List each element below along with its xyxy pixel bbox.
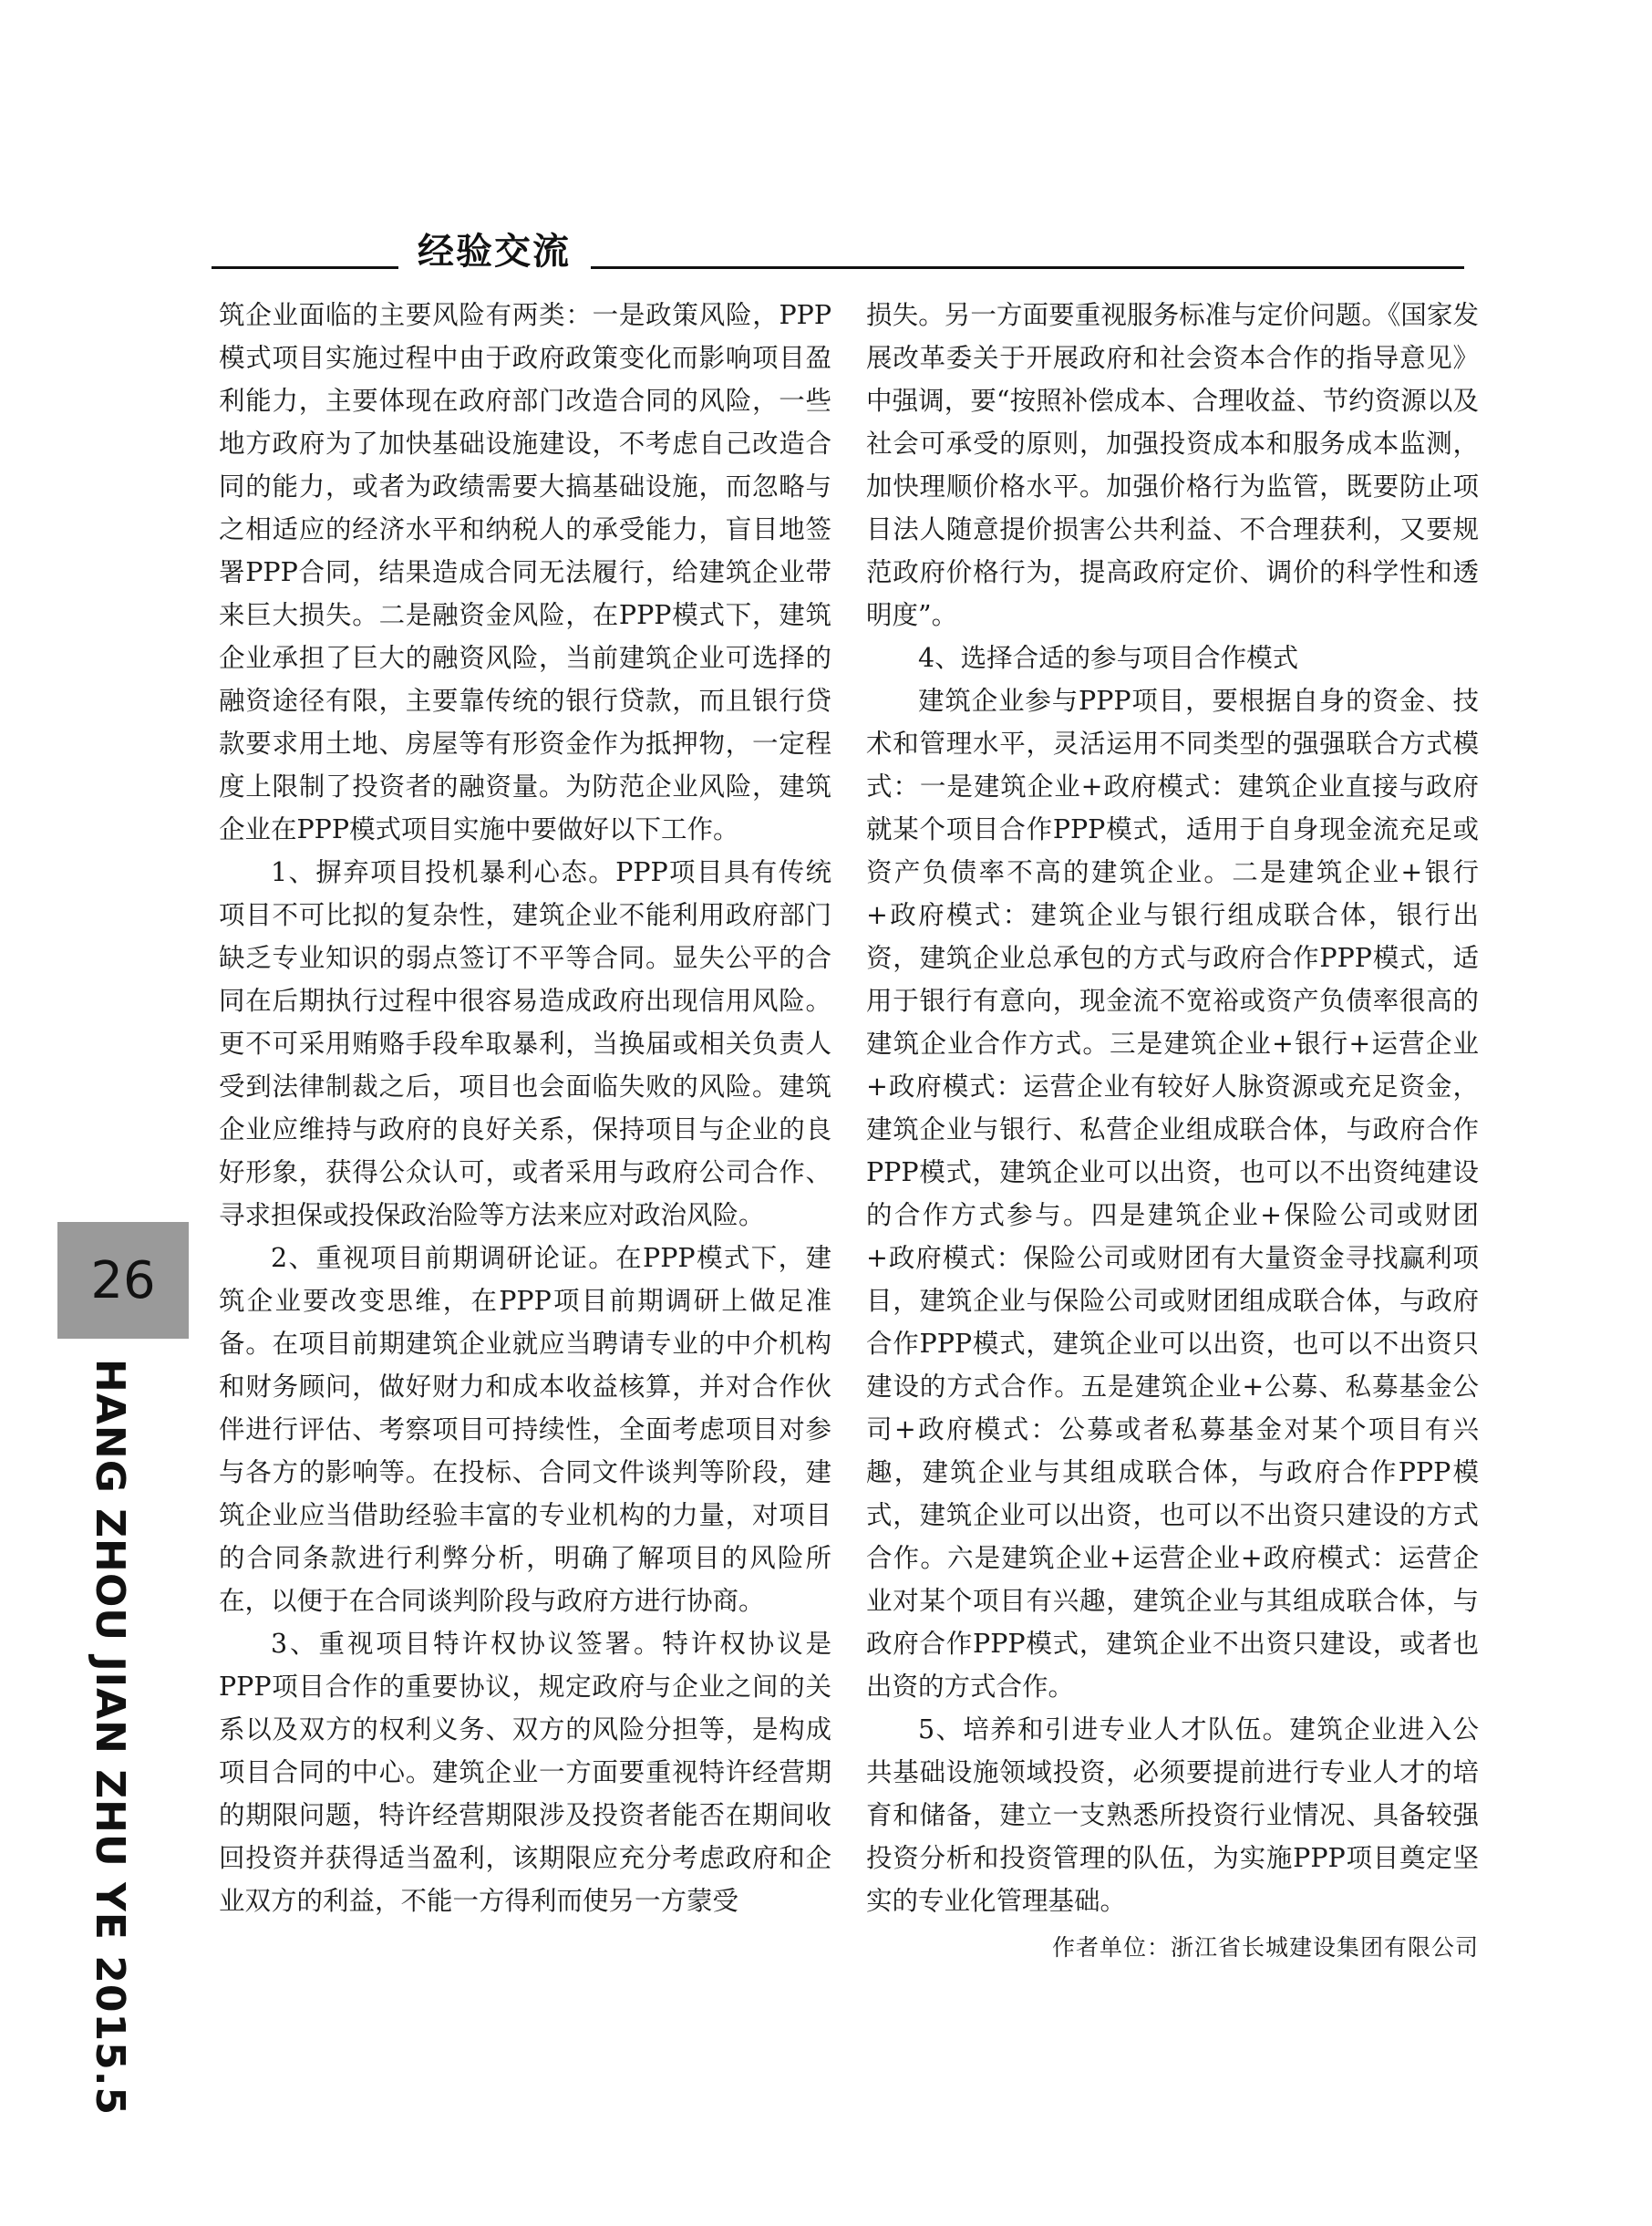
- author-affiliation: 作者单位：浙江省长城建设集团有限公司: [1051, 1934, 1479, 1961]
- section-title: 经验交流: [418, 231, 571, 273]
- header-rule-right: [591, 266, 1464, 269]
- right-paragraph-3: 建筑企业参与PPP项目，要根据自身的资金、技术和管理水平，灵活运用不同类型的强强联合方式模式：一是建筑企业+政府模式：建筑企业直接与政府就某个项目合作PPP模式，适用于自身现金流充足或资产负债率不高的建筑企业。二是建筑企业+银行+政府模式：建筑企业与银行组成联合体，银行出资，建筑企业总承包的方式与政府合作PPP模式，适用于银行有意向，现金流不宽裕或资产负债率很高的建筑企业合作方式。三是建筑企业+银行+运营企业+政府模式：运营企业有较好人脉资源或充足资金，建筑企业与银行、私营企业组成联合体，与政府合作PPP模式，建筑企业可以出资，也可以不出资纯建设的合作方式参与。四是建筑企业+保险公司或财团+政府模式：保险公司或财团有大量资金寻找赢利项目，建筑企业与保险公司或财团组成联合体，与政府合作PPP模式，建筑企业可以出资，也可以不出资只建设的方式合作。五是建筑企业+公募、私募基金公司+政府模式：公募或者私募基金对某个项目有兴趣，建筑企业与其组成联合体，与政府合作PPP模式，建筑企业可以出资，也可以不出资只建设的方式合作。六是建筑企业+运营企业+政府模式：运营企业对某个项目有兴趣，建筑企业与其组成联合体，与政府合作PPP模式，建筑企业不出资只建设，或者也出资的方式合作。: [866, 686, 1479, 1702]
- page-number-box: [57, 1222, 189, 1339]
- right-paragraph-4: 5、培养和引进专业人才队伍。建筑企业进入公共基础设施领域投资，必须要提前进行专业人才的培育和储备，建立一支熟悉所投资行业情况、具备较强投资分析和投资管理的队伍，为实施PPP项目奠定坚实的专业化管理基础。: [866, 1714, 1479, 1916]
- left-paragraph-2: 1、摒弃项目投机暴利心态。PPP项目具有传统项目不可比拟的复杂性，建筑企业不能利用政府部门缺乏专业知识的弱点签订不平等合同。显失公平的合同在后期执行过程中很容易造成政府出现信用风险。更不可采用贿赂手段牟取暴利，当换届或相关负责人受到法律制裁之后，项目也会面临失败的风险。建筑企业应维持与政府的良好关系，保持项目与企业的良好形象，获得公众认可，或者采用与政府公司合作、寻求担保或投保政治险等方法来应对政治风险。: [219, 857, 831, 1230]
- right-heading-4: 4、选择合适的参与项目合作模式: [918, 643, 1299, 673]
- left-paragraph-4: 3、重视项目特许权协议签署。特许权协议是PPP项目合作的重要协议，规定政府与企业之间的关系以及双方的权利义务、双方的风险分担等，是构成项目合同的中心。建筑企业一方面要重视特许经营期的期限问题，特许经营期限涉及投资者能否在期间收回投资并获得适当盈利，该期限应充分考虑政府和企业双方的利益，不能一方得利而使另一方蒙受: [219, 1629, 831, 1916]
- right-paragraph-1: 损失。另一方面要重视服务标准与定价问题。《国家发展改革委关于开展政府和社会资本合作的指导意见》中强调，要“按照补偿成本、合理收益、节约资源以及社会可承受的原则，加强投资成本和服务成本监测，加快理顺价格水平。加强价格行为监管，既要防止项目法人随意提价损害公共利益、不合理获利，又要规范政府价格行为，提高政府定价、调价的科学性和透明度”。: [866, 300, 1479, 630]
- page-number: 26: [90, 1250, 156, 1310]
- left-paragraph-3: 2、重视项目前期调研论证。在PPP模式下，建筑企业要改变思维，在PPP项目前期调研上做足准备。在项目前期建筑企业就应当聘请专业的中介机构和财务顾问，做好财力和成本收益核算，并对合作伙伴进行评估、考察项目可持续性，全面考虑项目对参与各方的影响等。在投标、合同文件谈判等阶段，建筑企业应当借助经验丰富的专业机构的力量，对项目的合同条款进行利弊分析，明确了解项目的风险所在，以便于在合同谈判阶段与政府方进行协商。: [219, 1243, 831, 1616]
- right-column: [866, 294, 1479, 1969]
- journal-name-vertical: HANG ZHOU JIAN ZHU YE 2015.5: [87, 1359, 133, 2117]
- left-column: [219, 294, 831, 1922]
- left-paragraph-1: 筑企业面临的主要风险有两类：一是政策风险，PPP模式项目实施过程中由于政府政策变化而影响项目盈利能力，主要体现在政府部门改造合同的风险，一些地方政府为了加快基础设施建设，不考虑自己改造合同的能力，或者为政绩需要大搞基础设施，而忽略与之相适应的经济水平和纳税人的承受能力，盲目地签署PPP合同，结果造成合同无法履行，给建筑企业带来巨大损失。二是融资金风险，在PPP模式下，建筑企业承担了巨大的融资风险，当前建筑企业可选择的融资途径有限，主要靠传统的银行贷款，而且银行贷款要求用土地、房屋等有形资金作为抵押物，一定程度上限制了投资者的融资量。为防范企业风险，建筑企业在PPP模式项目实施中要做好以下工作。: [219, 300, 831, 844]
- header-rule-left: [212, 266, 398, 269]
